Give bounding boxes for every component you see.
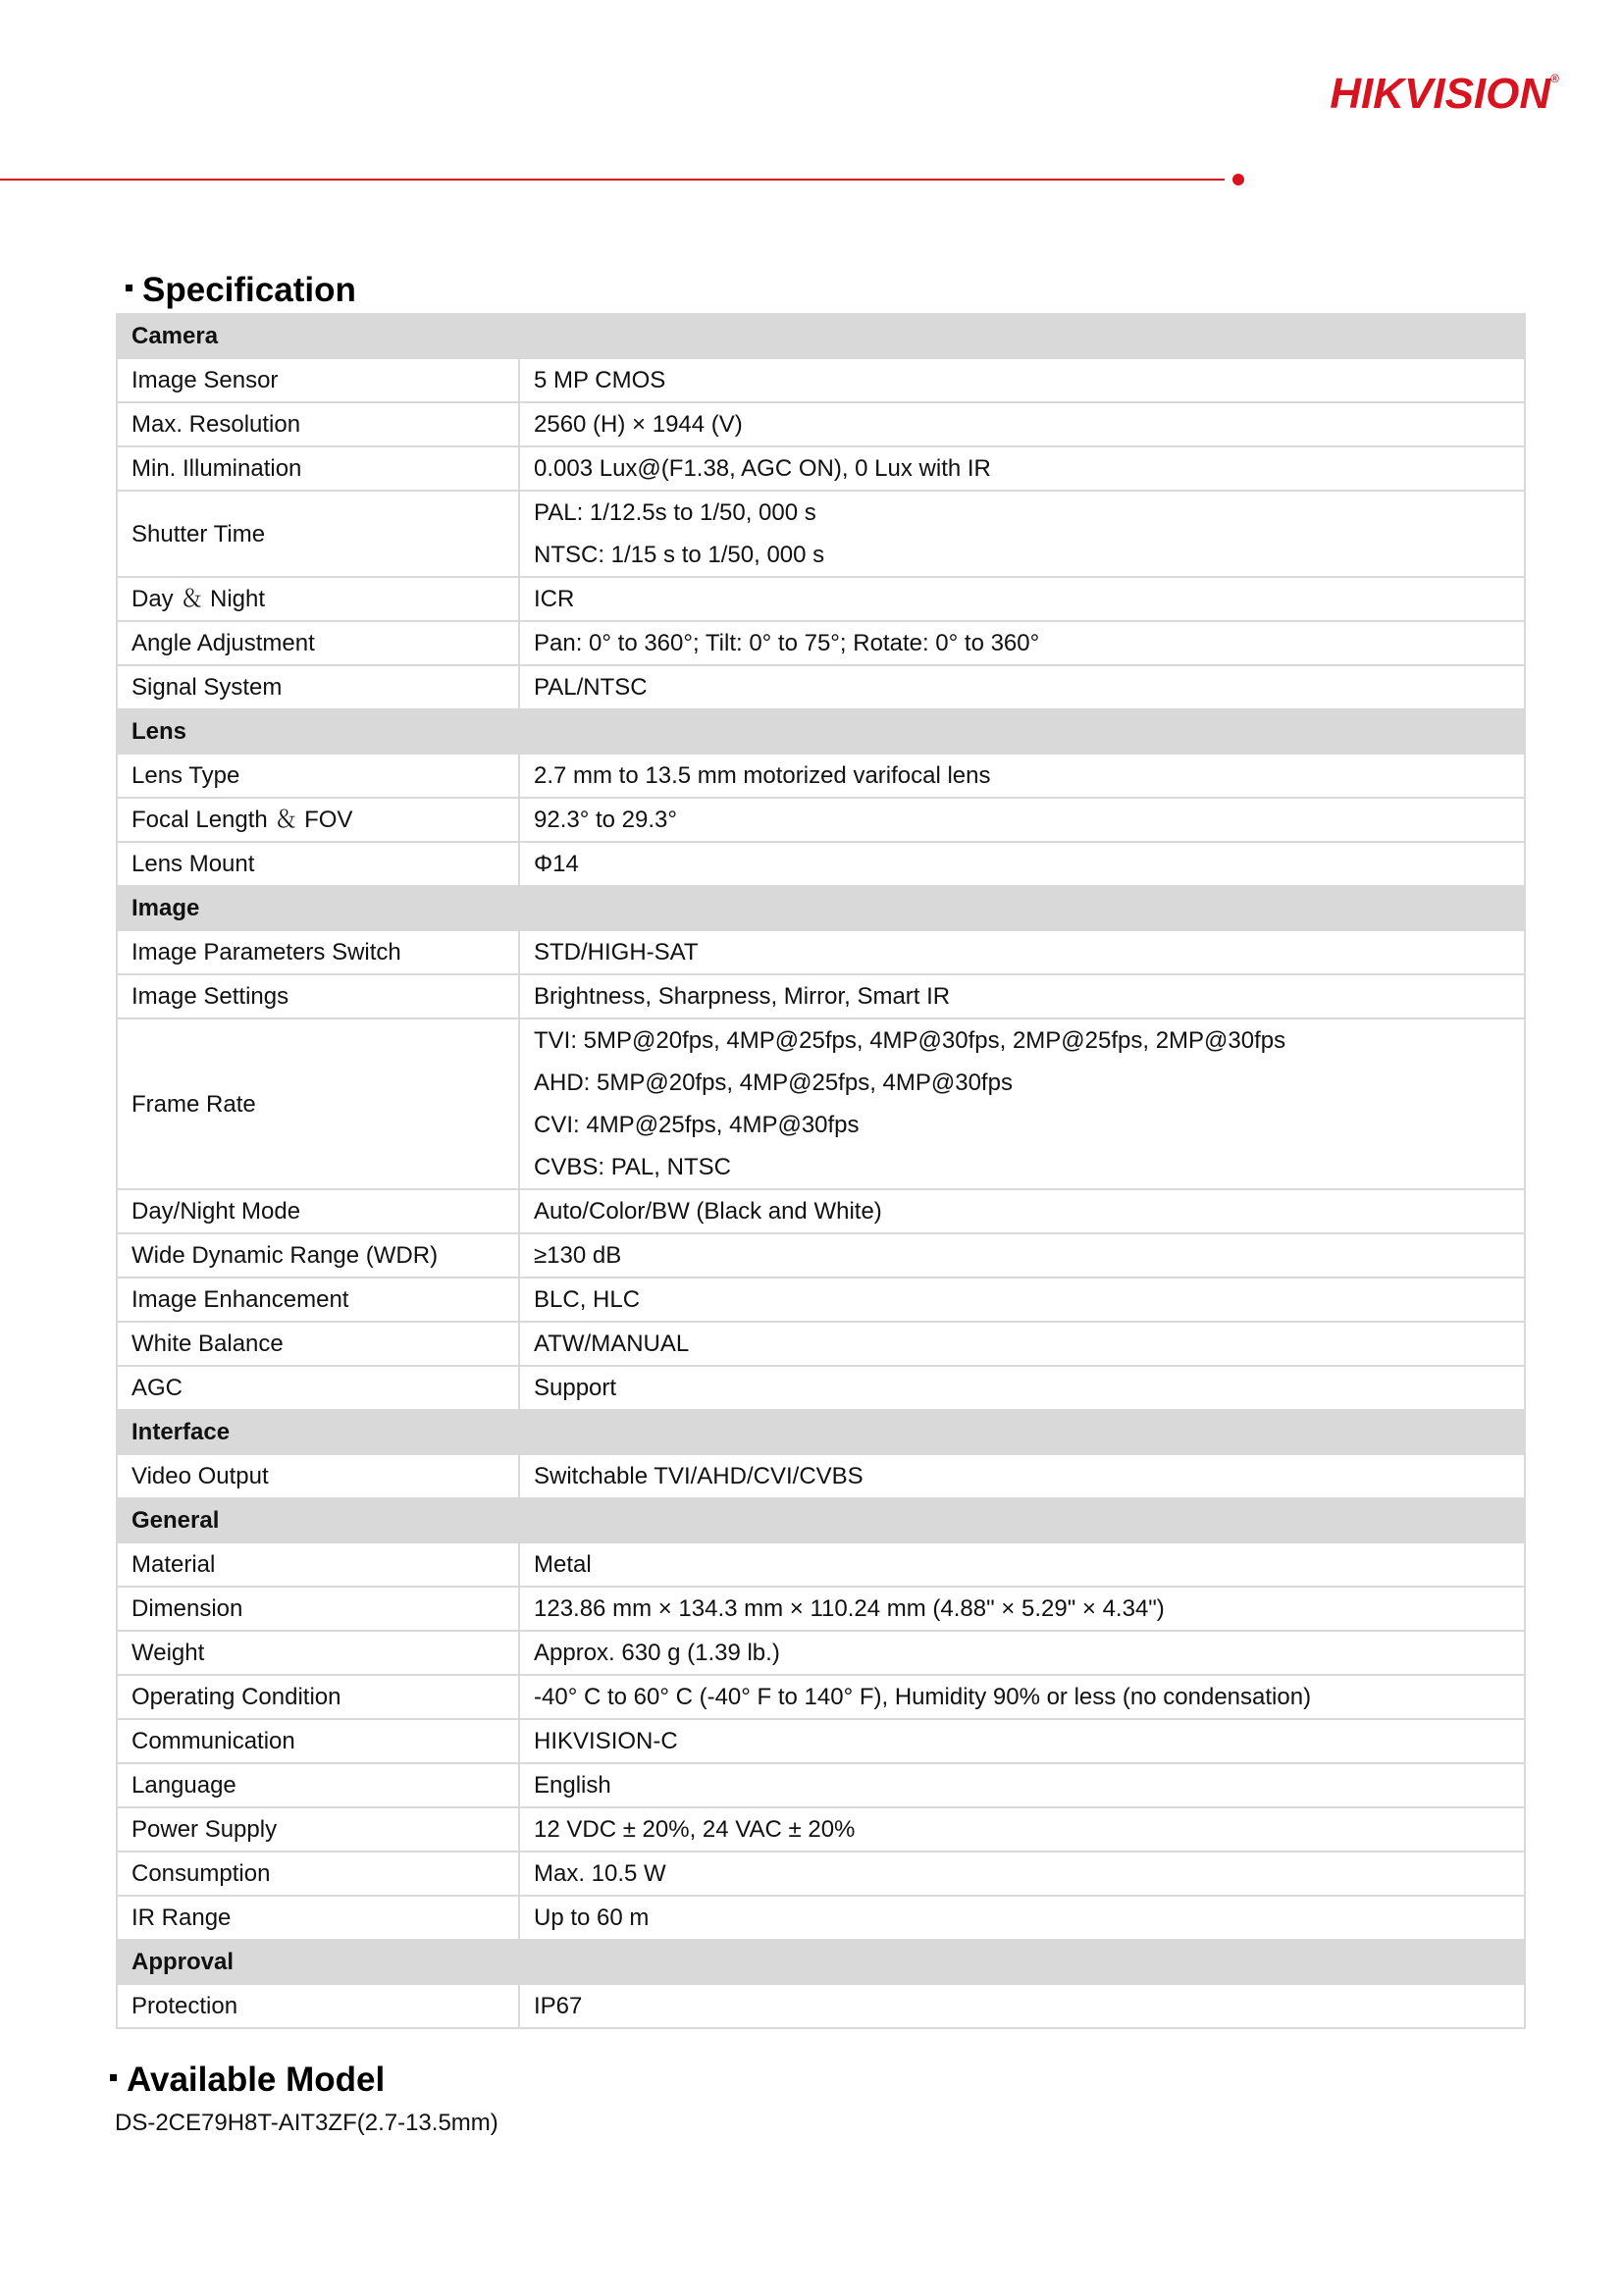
spec-value — [519, 577, 1525, 621]
table-row — [117, 665, 1525, 709]
category-row — [117, 886, 1525, 930]
spec-value-line: TVI: 5MP@20fps, 4MP@25fps, 4MP@30fps, 2MP@25fps, 2MP@30fps — [534, 1027, 1286, 1054]
spec-value-line: CVBS: PAL, NTSC — [534, 1154, 731, 1180]
table-row — [117, 842, 1525, 886]
spec-key: AGC — [117, 1366, 519, 1410]
table-row — [117, 754, 1525, 798]
spec-value — [519, 1896, 1525, 1940]
spec-key: Image Sensor — [117, 358, 519, 402]
spec-key: Weight — [117, 1631, 519, 1675]
spec-value-line: English — [534, 1772, 611, 1799]
spec-value-line: Φ14 — [534, 851, 579, 877]
spec-key: Protection — [117, 1984, 519, 2028]
spec-key: IR Range — [117, 1896, 519, 1940]
spec-value-line: PAL: 1/12.5s to 1/50, 000 s — [534, 499, 816, 526]
table-row — [117, 1807, 1525, 1852]
category-row — [117, 709, 1525, 754]
spec-value — [519, 1366, 1525, 1410]
table-row — [117, 358, 1525, 402]
spec-value-line: IP67 — [534, 1993, 583, 2019]
category-label: Approval — [117, 1940, 519, 1984]
spec-value — [519, 446, 1525, 491]
table-row — [117, 1587, 1525, 1631]
category-row — [117, 1498, 1525, 1542]
spec-key: Day ＆ Night — [117, 577, 519, 621]
spec-key: Signal System — [117, 665, 519, 709]
spec-value-line: CVI: 4MP@25fps, 4MP@30fps — [534, 1112, 860, 1138]
category-spacer — [519, 314, 1525, 358]
heading-bullet-icon — [126, 285, 132, 291]
spec-value-line: PAL/NTSC — [534, 674, 648, 701]
category-label: Lens — [117, 709, 519, 754]
spec-key: Video Output — [117, 1454, 519, 1498]
spec-value-line: STD/HIGH-SAT — [534, 939, 699, 965]
category-row — [117, 314, 1525, 358]
spec-value — [519, 1984, 1525, 2028]
category-label: Interface — [117, 1410, 519, 1454]
spec-key: Min. Illumination — [117, 446, 519, 491]
spec-value — [519, 1189, 1525, 1233]
category-spacer — [519, 1940, 1525, 1984]
spec-value — [519, 1763, 1525, 1807]
table-row — [117, 1233, 1525, 1278]
category-spacer — [519, 709, 1525, 754]
category-row — [117, 1940, 1525, 1984]
table-row — [117, 974, 1525, 1018]
table-row — [117, 1896, 1525, 1940]
spec-value-line: Approx. 630 g (1.39 lb.) — [534, 1640, 780, 1666]
table-row — [117, 1322, 1525, 1366]
spec-value-line: Brightness, Sharpness, Mirror, Smart IR — [534, 983, 951, 1010]
spec-key: Lens Mount — [117, 842, 519, 886]
spec-key: Power Supply — [117, 1807, 519, 1852]
spec-value-line: 5 MP CMOS — [534, 367, 666, 393]
spec-value-line: ICR — [534, 586, 575, 612]
specification-heading: Specification — [126, 273, 356, 307]
category-row — [117, 1410, 1525, 1454]
spec-value-line: 2.7 mm to 13.5 mm motorized varifocal lens — [534, 762, 991, 789]
spec-key: Angle Adjustment — [117, 621, 519, 665]
spec-value — [519, 358, 1525, 402]
table-row — [117, 1189, 1525, 1233]
table-row — [117, 1542, 1525, 1587]
table-row — [117, 446, 1525, 491]
spec-key: Max. Resolution — [117, 402, 519, 446]
spec-value — [519, 1542, 1525, 1587]
table-row — [117, 1719, 1525, 1763]
spec-value — [519, 1018, 1525, 1189]
category-label: Camera — [117, 314, 519, 358]
spec-key: White Balance — [117, 1322, 519, 1366]
table-row — [117, 577, 1525, 621]
spec-value — [519, 930, 1525, 974]
spec-value-line: BLC, HLC — [534, 1286, 641, 1313]
category-spacer — [519, 886, 1525, 930]
spec-value — [519, 1322, 1525, 1366]
category-label: Image — [117, 886, 519, 930]
spec-value — [519, 1719, 1525, 1763]
spec-key: Communication — [117, 1719, 519, 1763]
spec-value-line: Switchable TVI/AHD/CVI/CVBS — [534, 1463, 864, 1489]
spec-value — [519, 1631, 1525, 1675]
spec-value-line: HIKVISION-C — [534, 1728, 678, 1754]
hikvision-logo: HIKVISION® — [1330, 70, 1559, 118]
spec-key: Day/Night Mode — [117, 1189, 519, 1233]
table-row — [117, 1278, 1525, 1322]
header-red-dot — [1232, 174, 1244, 185]
available-model-heading: Available Model — [110, 2062, 385, 2097]
spec-key: Dimension — [117, 1587, 519, 1631]
table-row — [117, 1631, 1525, 1675]
spec-value — [519, 842, 1525, 886]
spec-value — [519, 798, 1525, 842]
table-row — [117, 1675, 1525, 1719]
spec-value — [519, 402, 1525, 446]
table-row — [117, 1763, 1525, 1807]
table-row — [117, 491, 1525, 577]
spec-value — [519, 1675, 1525, 1719]
heading-bullet-icon — [110, 2074, 117, 2081]
table-row — [117, 402, 1525, 446]
spec-value — [519, 1454, 1525, 1498]
category-label: General — [117, 1498, 519, 1542]
spec-value — [519, 1233, 1525, 1278]
spec-value — [519, 491, 1525, 577]
spec-value-line: 12 VDC ± 20%, 24 VAC ± 20% — [534, 1816, 856, 1843]
category-spacer — [519, 1498, 1525, 1542]
spec-value — [519, 1587, 1525, 1631]
table-row — [117, 1366, 1525, 1410]
spec-value-line: NTSC: 1/15 s to 1/50, 000 s — [534, 542, 825, 568]
spec-value-line: 123.86 mm × 134.3 mm × 110.24 mm (4.88" × 5.29" × 4.34") — [534, 1595, 1165, 1622]
spec-value — [519, 1852, 1525, 1896]
spec-value-line: -40° C to 60° C (-40° F to 140° F), Humidity 90% or less (no condensation) — [534, 1684, 1312, 1710]
spec-value — [519, 1278, 1525, 1322]
spec-value-line: Support — [534, 1375, 617, 1401]
spec-value-line: ≥130 dB — [534, 1242, 622, 1269]
spec-value-line: Max. 10.5 W — [534, 1860, 666, 1887]
spec-key: Consumption — [117, 1852, 519, 1896]
spec-key: Focal Length ＆ FOV — [117, 798, 519, 842]
spec-value — [519, 974, 1525, 1018]
spec-key: Image Parameters Switch — [117, 930, 519, 974]
spec-value-line: 2560 (H) × 1944 (V) — [534, 411, 743, 438]
specification-table — [116, 313, 1526, 2029]
spec-value-line: AHD: 5MP@20fps, 4MP@25fps, 4MP@30fps — [534, 1070, 1013, 1096]
spec-key: Shutter Time — [117, 491, 519, 577]
category-spacer — [519, 1410, 1525, 1454]
spec-key: Lens Type — [117, 754, 519, 798]
spec-value — [519, 754, 1525, 798]
spec-value-line: Auto/Color/BW (Black and White) — [534, 1198, 882, 1225]
spec-value — [519, 1807, 1525, 1852]
table-row — [117, 1018, 1525, 1189]
table-row — [117, 1852, 1525, 1896]
spec-key: Operating Condition — [117, 1675, 519, 1719]
spec-key: Wide Dynamic Range (WDR) — [117, 1233, 519, 1278]
spec-value-line: ATW/MANUAL — [534, 1331, 690, 1357]
spec-key: Image Settings — [117, 974, 519, 1018]
spec-value-line: Pan: 0° to 360°; Tilt: 0° to 75°; Rotate: 0° to 360° — [534, 630, 1040, 656]
header-red-rule — [0, 179, 1225, 181]
spec-key: Frame Rate — [117, 1018, 519, 1189]
spec-value-line: 92.3° to 29.3° — [534, 807, 677, 833]
spec-value-line: Metal — [534, 1551, 592, 1578]
spec-value-line: 0.003 Lux@(F1.38, AGC ON), 0 Lux with IR — [534, 455, 991, 482]
spec-value-line: Up to 60 m — [534, 1905, 650, 1931]
spec-key: Image Enhancement — [117, 1278, 519, 1322]
table-row — [117, 621, 1525, 665]
model-number: DS-2CE79H8T-AIT3ZF(2.7-13.5mm) — [115, 2110, 498, 2136]
table-row — [117, 798, 1525, 842]
spec-key: Language — [117, 1763, 519, 1807]
table-row — [117, 1454, 1525, 1498]
table-row — [117, 1984, 1525, 2028]
table-row — [117, 930, 1525, 974]
spec-key: Material — [117, 1542, 519, 1587]
spec-value — [519, 665, 1525, 709]
spec-value — [519, 621, 1525, 665]
